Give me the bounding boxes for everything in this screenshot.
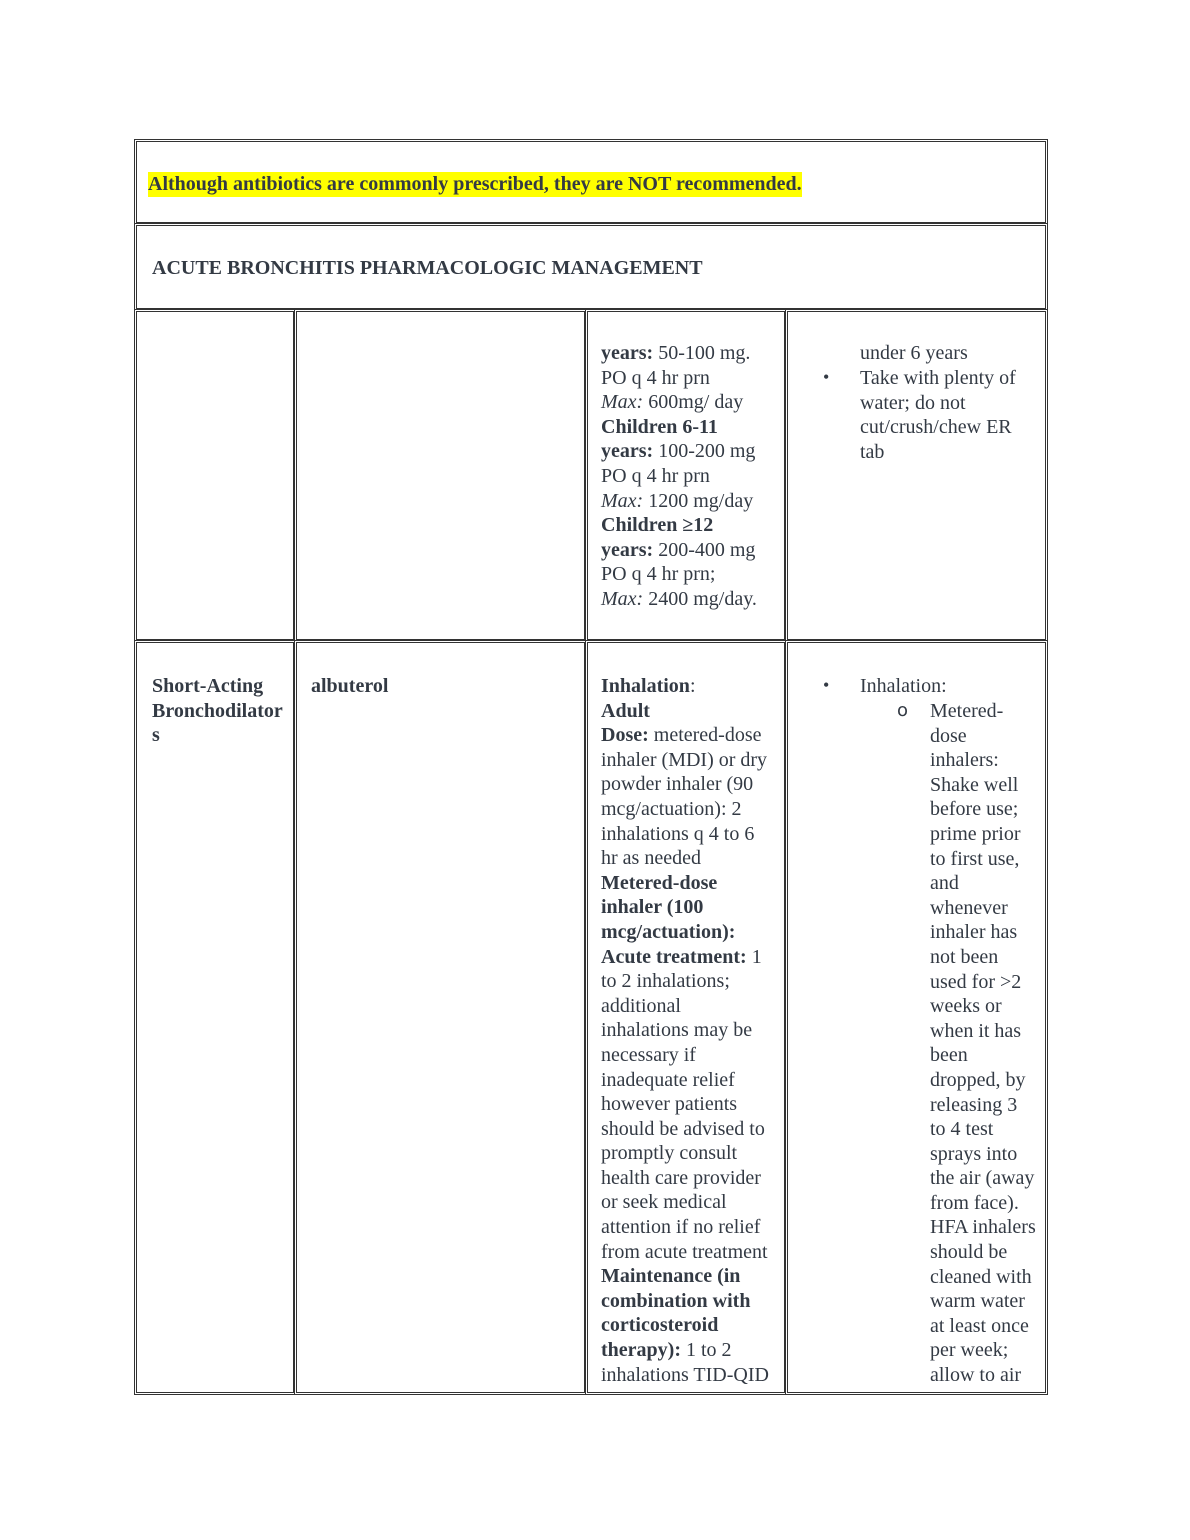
- drug-name: albuterol: [311, 675, 389, 697]
- inhalation-bullet-text: Inhalation:: [860, 675, 947, 697]
- dosing-line: [601, 1264, 769, 1289]
- dosing-line: [601, 1190, 769, 1215]
- dosing-line: [601, 587, 757, 612]
- notes-line: to 4 test: [930, 1118, 994, 1141]
- row2-dosing-text: [601, 674, 769, 1387]
- notice-row: [134, 139, 1048, 225]
- dosing-line: [601, 822, 769, 847]
- dosing-line-part: Max:: [601, 489, 644, 512]
- dosing-line: [601, 1117, 769, 1142]
- row2-class-cell: [134, 640, 296, 1395]
- notes-line: dropped, by: [930, 1068, 1026, 1091]
- dosing-line-part: from acute treatment: [601, 1240, 768, 1263]
- dosing-line-part: therapy):: [601, 1339, 681, 1362]
- dosing-line: [601, 723, 769, 748]
- notes-line: allow to air: [930, 1364, 1022, 1387]
- dosing-line-part: necessary if: [601, 1043, 696, 1066]
- dosing-line-part: years:: [601, 538, 654, 561]
- dosing-line-part: Inhalation: [601, 675, 690, 697]
- dosing-line-part: 2400 mg/day.: [643, 587, 757, 610]
- dosing-line: [601, 562, 757, 587]
- dosing-line: [601, 846, 769, 871]
- dosing-line-part: inhalations may be: [601, 1019, 753, 1042]
- row1-notes-text: [860, 341, 968, 366]
- dosing-line-part: inadequate relief: [601, 1068, 735, 1091]
- dosing-line-part: 50-100 mg.: [653, 342, 751, 364]
- notes-line: water; do not: [860, 391, 966, 414]
- dosing-line-part: inhalations q 4 to 6: [601, 822, 755, 845]
- dosing-line: [601, 1141, 769, 1166]
- dosing-line: [601, 797, 769, 822]
- notes-line: to first use,: [930, 847, 1020, 870]
- notes-line: when it has: [930, 1019, 1022, 1042]
- dosing-line-part: health care provider: [601, 1166, 761, 1189]
- dosing-line: [601, 1289, 769, 1314]
- notes-line: inhaler has: [930, 921, 1018, 944]
- row1-dosing-cell: [585, 309, 787, 642]
- bullet-icon: •: [823, 675, 830, 695]
- notes-line: used for >2: [930, 970, 1022, 993]
- title-row: [134, 223, 1048, 311]
- dosing-line: [601, 945, 769, 970]
- dosing-line: [601, 1313, 769, 1338]
- dosing-line: [601, 464, 757, 489]
- dosing-line-part: Children ≥12: [601, 514, 714, 537]
- notes-line: sprays into: [930, 1142, 1018, 1165]
- notes-line: not been: [930, 945, 999, 968]
- dosing-line-part: inhaler (MDI) or dry: [601, 748, 768, 771]
- notes-line: prime prior: [930, 822, 1021, 845]
- dosing-line-part: Maintenance (in: [601, 1265, 741, 1288]
- row1-notes-cell: [785, 309, 1048, 642]
- notes-line: cleaned with: [930, 1265, 1032, 1288]
- notes-line: warm water: [930, 1290, 1025, 1313]
- drug-class-text: [152, 674, 283, 748]
- bullet-icon: •: [823, 367, 830, 387]
- dosing-line: [601, 1215, 769, 1240]
- dosing-line: [601, 1092, 769, 1117]
- dosing-line-part: mcg/actuation):: [601, 920, 736, 943]
- dosing-line-part: metered-dose: [648, 724, 762, 747]
- notes-line: inhalers:: [930, 749, 999, 772]
- row1-class-cell: [134, 309, 296, 642]
- notes-line: whenever: [930, 896, 1008, 919]
- dosing-line-part: 100-200 mg: [653, 440, 756, 463]
- dosing-line-part: 200-400 mg: [653, 538, 756, 561]
- notes-line: at least once: [930, 1314, 1029, 1337]
- sub-bullet-text: [930, 699, 1036, 1388]
- dosing-line: [601, 1043, 769, 1068]
- notes-line: releasing 3: [930, 1093, 1018, 1116]
- dosing-line: [601, 341, 757, 366]
- notes-line: tab: [860, 440, 885, 463]
- dosing-line: [601, 439, 757, 464]
- dosing-line: [601, 415, 757, 440]
- management-table: [134, 139, 1048, 1395]
- notes-line: per week;: [930, 1339, 1009, 1362]
- dosing-line: [601, 538, 757, 563]
- dosing-line: [601, 772, 769, 797]
- notes-line: dose: [930, 724, 967, 747]
- sub-bullet-icon: o: [897, 700, 909, 721]
- row2-notes-cell: [785, 640, 1048, 1395]
- row1-dosing-text: [601, 341, 757, 612]
- dosing-line-part: corticosteroid: [601, 1314, 719, 1337]
- dosing-line-part: Max:: [601, 391, 644, 414]
- dosing-line-part: to 2 inhalations;: [601, 970, 730, 993]
- notes-line: before use;: [930, 798, 1019, 821]
- notes-line: been: [930, 1044, 968, 1067]
- dosing-line-part: powder inhaler (90: [601, 773, 754, 796]
- dosing-line-part: :: [689, 675, 696, 697]
- dosing-line: [601, 513, 757, 538]
- dosing-line: [601, 748, 769, 773]
- row1-drug-cell: [294, 309, 587, 642]
- dosing-line-part: Dose:: [601, 724, 649, 747]
- dosing-line-part: 1 to 2: [680, 1339, 732, 1362]
- dosing-line-part: Acute treatment:: [601, 945, 747, 968]
- dosing-line-part: mcg/actuation): 2: [601, 797, 742, 820]
- dosing-line-part: 1200 mg/day: [643, 489, 754, 512]
- dosing-line-part: inhaler (100: [601, 896, 704, 919]
- dosing-line-part: attention if no relief: [601, 1216, 761, 1239]
- dosing-line: [601, 699, 769, 724]
- dosing-line: [601, 674, 769, 699]
- notes-line: from face).: [930, 1191, 1019, 1214]
- dosing-line: [601, 1166, 769, 1191]
- notes-line: cut/crush/chew ER: [860, 416, 1012, 439]
- dosing-line: [601, 895, 769, 920]
- row2-drug-cell: [294, 640, 587, 1395]
- dosing-line-part: hr as needed: [601, 847, 701, 870]
- dosing-line: [601, 920, 769, 945]
- notes-line: and: [930, 872, 959, 895]
- notes-line: Shake well: [930, 773, 1019, 796]
- dosing-line-part: Max:: [601, 587, 644, 610]
- dosing-line-part: Children 6-11: [601, 415, 718, 438]
- dosing-line-part: however patients: [601, 1093, 738, 1116]
- dosing-line: [601, 489, 757, 514]
- dosing-line: [601, 1068, 769, 1093]
- class-line: Bronchodilator: [152, 699, 283, 722]
- notes-line: weeks or: [930, 995, 1002, 1018]
- dosing-line-part: years:: [601, 342, 654, 364]
- dosing-line: [601, 1018, 769, 1043]
- dosing-line-part: PO q 4 hr prn: [601, 366, 710, 389]
- notes-line: should be: [930, 1241, 1008, 1264]
- dosing-line-part: 1: [746, 945, 762, 968]
- dosing-line: [601, 1338, 769, 1363]
- notes-continued-line: under 6 years: [860, 342, 968, 364]
- dosing-line-part: 600mg/ day: [643, 391, 744, 414]
- notes-line: Take with plenty of: [860, 367, 1016, 389]
- antibiotics-notice: Although antibiotics are commonly prescribed, they are NOT recommended.: [148, 173, 802, 195]
- dosing-line: [601, 366, 757, 391]
- dosing-line-part: inhalations TID-QID: [601, 1363, 769, 1386]
- class-line: s: [152, 724, 160, 747]
- dosing-line-part: years:: [601, 440, 654, 463]
- dosing-line-part: additional: [601, 994, 681, 1017]
- dosing-line-part: should be advised to: [601, 1117, 765, 1140]
- dosing-line-part: Metered-dose: [601, 871, 718, 894]
- dosing-line-part: Adult: [601, 699, 650, 722]
- table-title: ACUTE BRONCHITIS PHARMACOLOGIC MANAGEMENT: [152, 257, 703, 279]
- dosing-line: [601, 871, 769, 896]
- dosing-line: [601, 969, 769, 994]
- row1-notes-bullet-text: [860, 366, 1016, 464]
- notes-line: Metered-: [930, 700, 1004, 722]
- dosing-line: [601, 1240, 769, 1265]
- dosing-line-part: combination with: [601, 1289, 751, 1312]
- dosing-line: [601, 1363, 769, 1388]
- class-line: Short-Acting: [152, 675, 264, 697]
- dosing-line-part: or seek medical: [601, 1191, 727, 1214]
- notes-line: the air (away: [930, 1167, 1035, 1190]
- dosing-line: [601, 390, 757, 415]
- notes-line: HFA inhalers: [930, 1216, 1036, 1239]
- dosing-line-part: PO q 4 hr prn: [601, 464, 710, 487]
- dosing-line-part: PO q 4 hr prn;: [601, 563, 716, 586]
- dosing-line-part: promptly consult: [601, 1142, 738, 1165]
- row2-dosing-cell: [585, 640, 787, 1395]
- dosing-line: [601, 994, 769, 1019]
